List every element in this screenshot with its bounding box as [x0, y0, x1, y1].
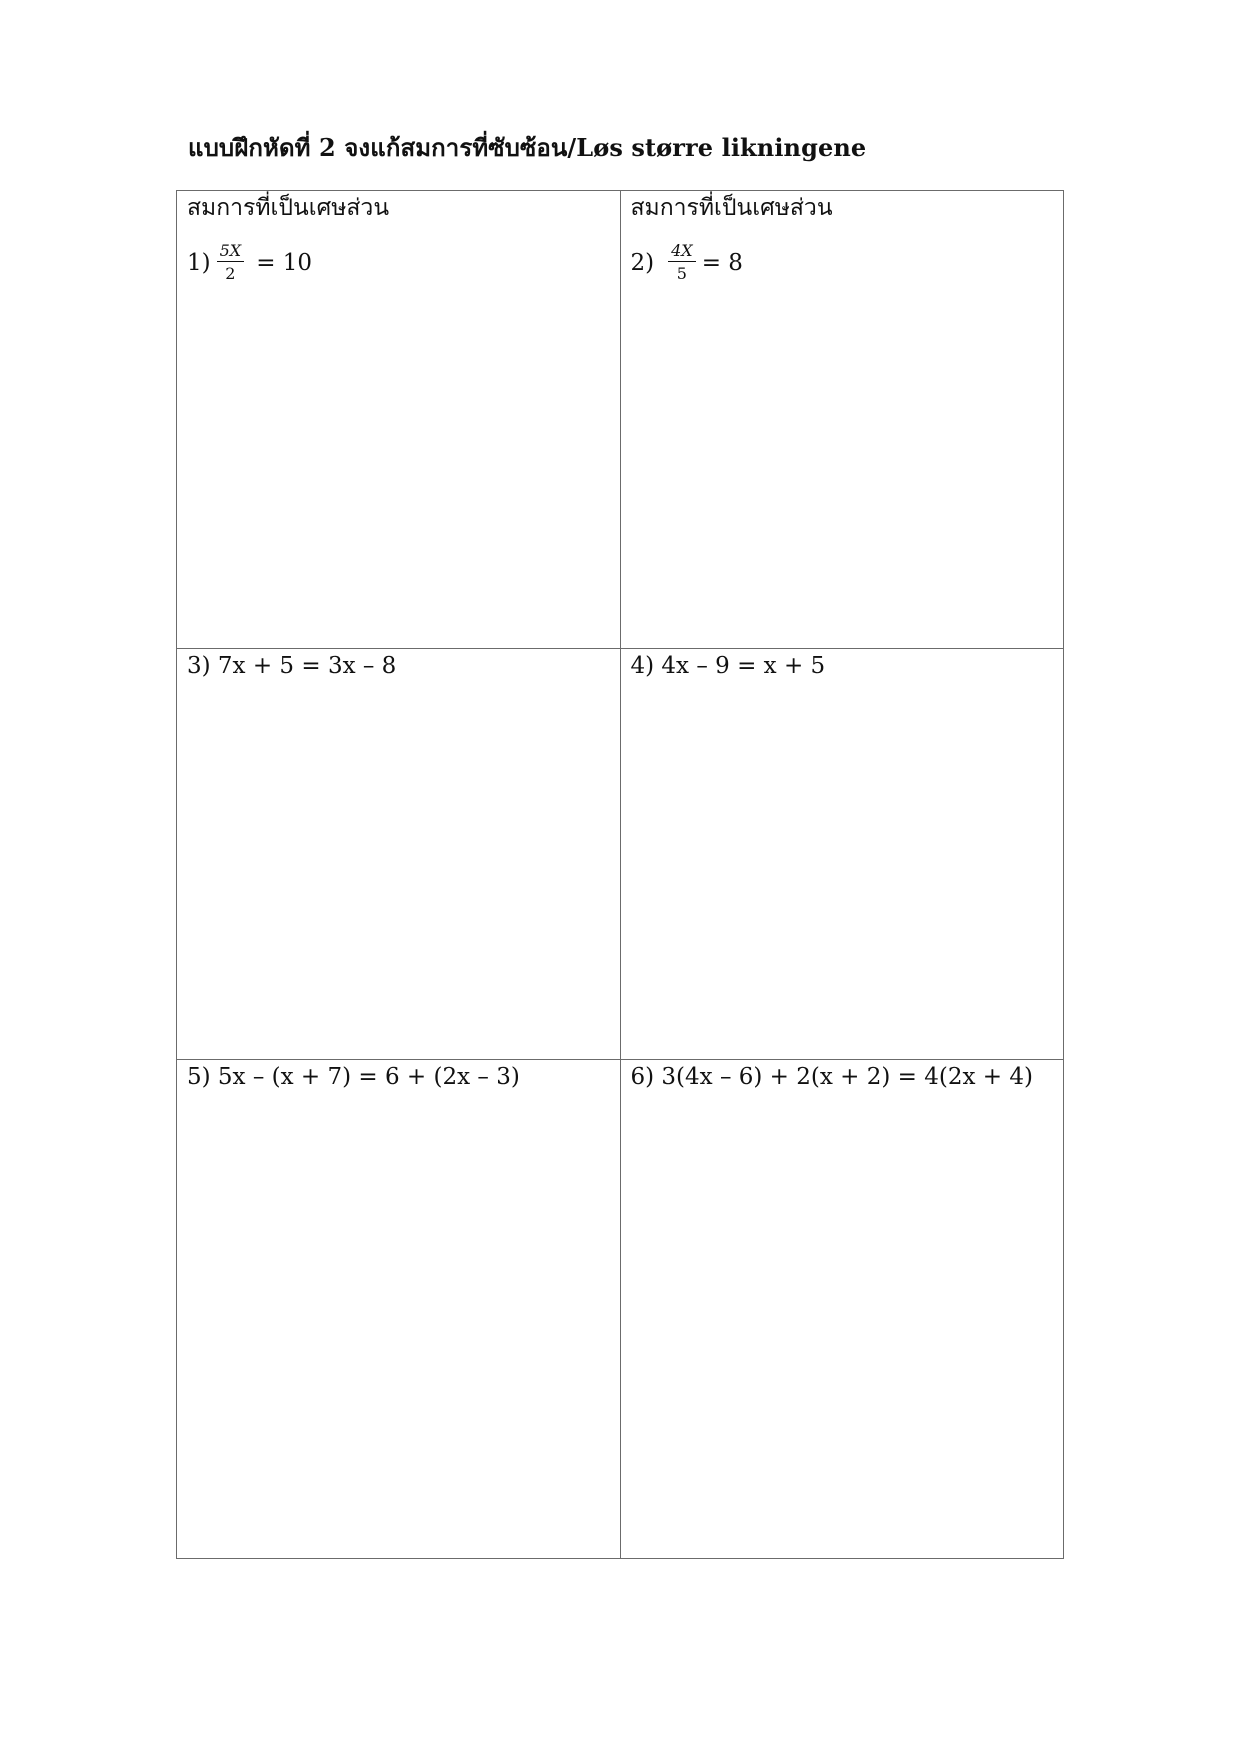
problem-number: 2)	[630, 249, 655, 276]
fraction	[668, 241, 696, 284]
page-title: แบบฝึกหัดที่ 2 จงแก้สมการที่ซับซ้อน/Løs større likningene	[188, 133, 867, 162]
exercise-cell-5	[177, 1060, 621, 1559]
problem-1	[187, 241, 610, 284]
table-row	[177, 649, 1064, 1060]
equation-rhs: = 10	[256, 249, 313, 276]
table-row	[177, 1060, 1064, 1559]
equation-rhs: = 8	[701, 249, 743, 276]
exercise-table	[176, 190, 1064, 1559]
exercise-cell-1	[177, 191, 621, 649]
fraction-denominator: 2	[225, 264, 236, 283]
table-row	[177, 191, 1064, 649]
problem-5: 5) 5x – (x + 7) = 6 + (2x – 3)	[187, 1064, 520, 1090]
cell-heading: สมการที่เป็นเศษส่วน	[187, 195, 390, 221]
fraction-numerator: 5X	[217, 241, 245, 262]
problem-number: 1)	[187, 249, 211, 276]
exercise-cell-2	[620, 191, 1064, 649]
fraction-denominator: 5	[676, 264, 687, 283]
problem-4: 4) 4x – 9 = x + 5	[630, 653, 826, 679]
problem-6: 6) 3(4x – 6) + 2(x + 2) = 4(2x + 4)	[630, 1064, 1033, 1090]
fraction-numerator: 4X	[668, 241, 696, 262]
problem-2	[631, 241, 1054, 284]
problem-3: 3) 7x + 5 = 3x – 8	[187, 653, 397, 679]
exercise-cell-6	[620, 1060, 1064, 1559]
exercise-cell-3	[177, 649, 621, 1060]
cell-heading: สมการที่เป็นเศษส่วน	[630, 195, 833, 221]
fraction	[217, 241, 245, 284]
exercise-cell-4	[620, 649, 1064, 1060]
